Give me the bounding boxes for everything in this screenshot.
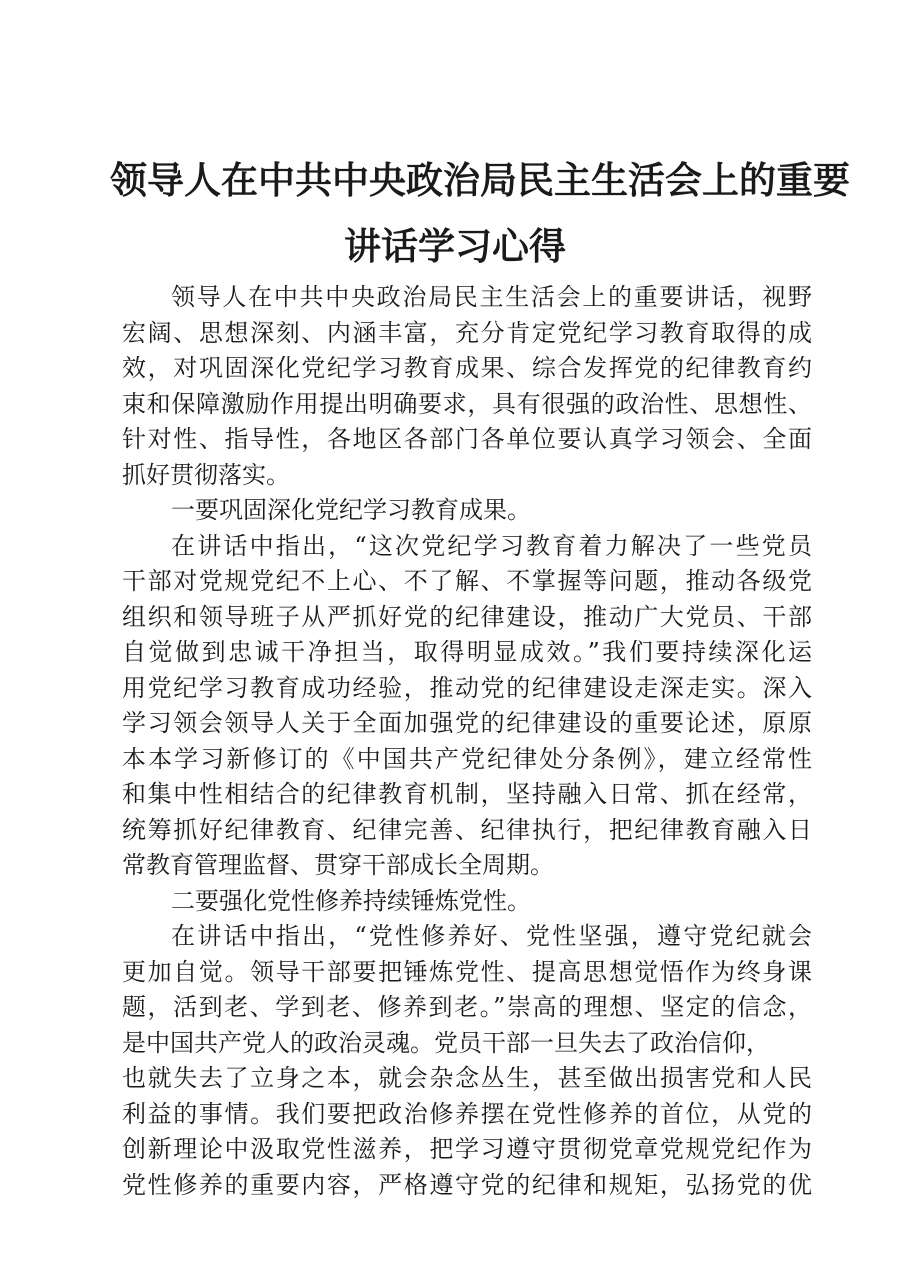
document-title-line-1: 领导人在中共中央政治局民主生活会上的重要 [110, 158, 850, 202]
body-line: 常教育管理监督、贯穿干部成长全周期。 [122, 851, 554, 879]
body-line: 和集中性相结合的纪律教育机制，坚持融入日常、抓在经常， [122, 780, 812, 808]
section-heading-2: 二要强化党性修养持续锤炼党性。 [171, 886, 531, 915]
document-body [122, 280, 812, 1203]
body-line: 干部对党规党纪不上心、不了解、不掌握等问题，推动各级党 [122, 567, 812, 595]
body-line: 本本学习新修订的《中国共产党纪律处分条例》，建立经常性 [122, 744, 812, 773]
body-line: 创新理论中汲取党性滋养，把学习遵守贯彻党章党规党纪作为 [122, 1135, 812, 1163]
body-line: 利益的事情。我们要把政治修养摆在党性修养的首位，从党的 [122, 1099, 812, 1128]
body-line: 在讲话中指出，“党性修养好、党性坚强，遵守党纪就会 [171, 922, 812, 950]
body-line: 束和保障激励作用提出明确要求，具有很强的政治性、思想性、 [122, 389, 812, 418]
body-line: 宏阔、思想深刻、内涵丰富，充分肯定党纪学习教育取得的成 [122, 318, 812, 347]
body-line: 领导人在中共中央政治局民主生活会上的重要讲话，视野 [171, 283, 812, 311]
body-line: 学习领会领导人关于全面加强党的纪律建设的重要论述，原原 [122, 709, 812, 737]
body-line: 针对性、指导性，各地区各部门各单位要认真学习领会、全面 [122, 425, 812, 453]
body-line: 在讲话中指出，“这次党纪学习教育着力解决了一些党员 [171, 531, 812, 560]
section-heading-1: 一要巩固深化党纪学习教育成果。 [171, 496, 531, 524]
body-line: 统筹抓好纪律教育、纪律完善、纪律执行，把纪律教育融入日 [122, 815, 812, 844]
body-line: 抓好贯彻落实。 [122, 460, 290, 489]
body-line: 用党纪学习教育成功经验，推动党的纪律建设走深走实。深入 [122, 673, 812, 702]
body-line: 党性修养的重要内容，严格遵守党的纪律和规矩，弘扬党的优 [122, 1170, 812, 1199]
body-line: 题，活到老、学到老、修养到老。”崇高的理想、坚定的信念， [122, 993, 812, 1021]
body-line: 效，对巩固深化党纪学习教育成果、综合发挥党的纪律教育约 [122, 354, 812, 382]
body-line: 自觉做到忠诚干净担当，取得明显成效。”我们要持续深化运 [122, 638, 812, 666]
body-line: 更加自觉。领导干部要把锤炼党性、提高思想觉悟作为终身课 [122, 957, 812, 986]
document-title-line-2: 讲话学习心得 [344, 224, 566, 268]
body-line: 也就失去了立身之本，就会杂念丛生，甚至做出损害党和人民 [122, 1064, 812, 1092]
body-line: 是中国共产党人的政治灵魂。党员干部一旦失去了政治信仰， [122, 1028, 770, 1057]
body-line: 组织和领导班子从严抓好党的纪律建设，推动广大党员、干部 [122, 602, 812, 631]
